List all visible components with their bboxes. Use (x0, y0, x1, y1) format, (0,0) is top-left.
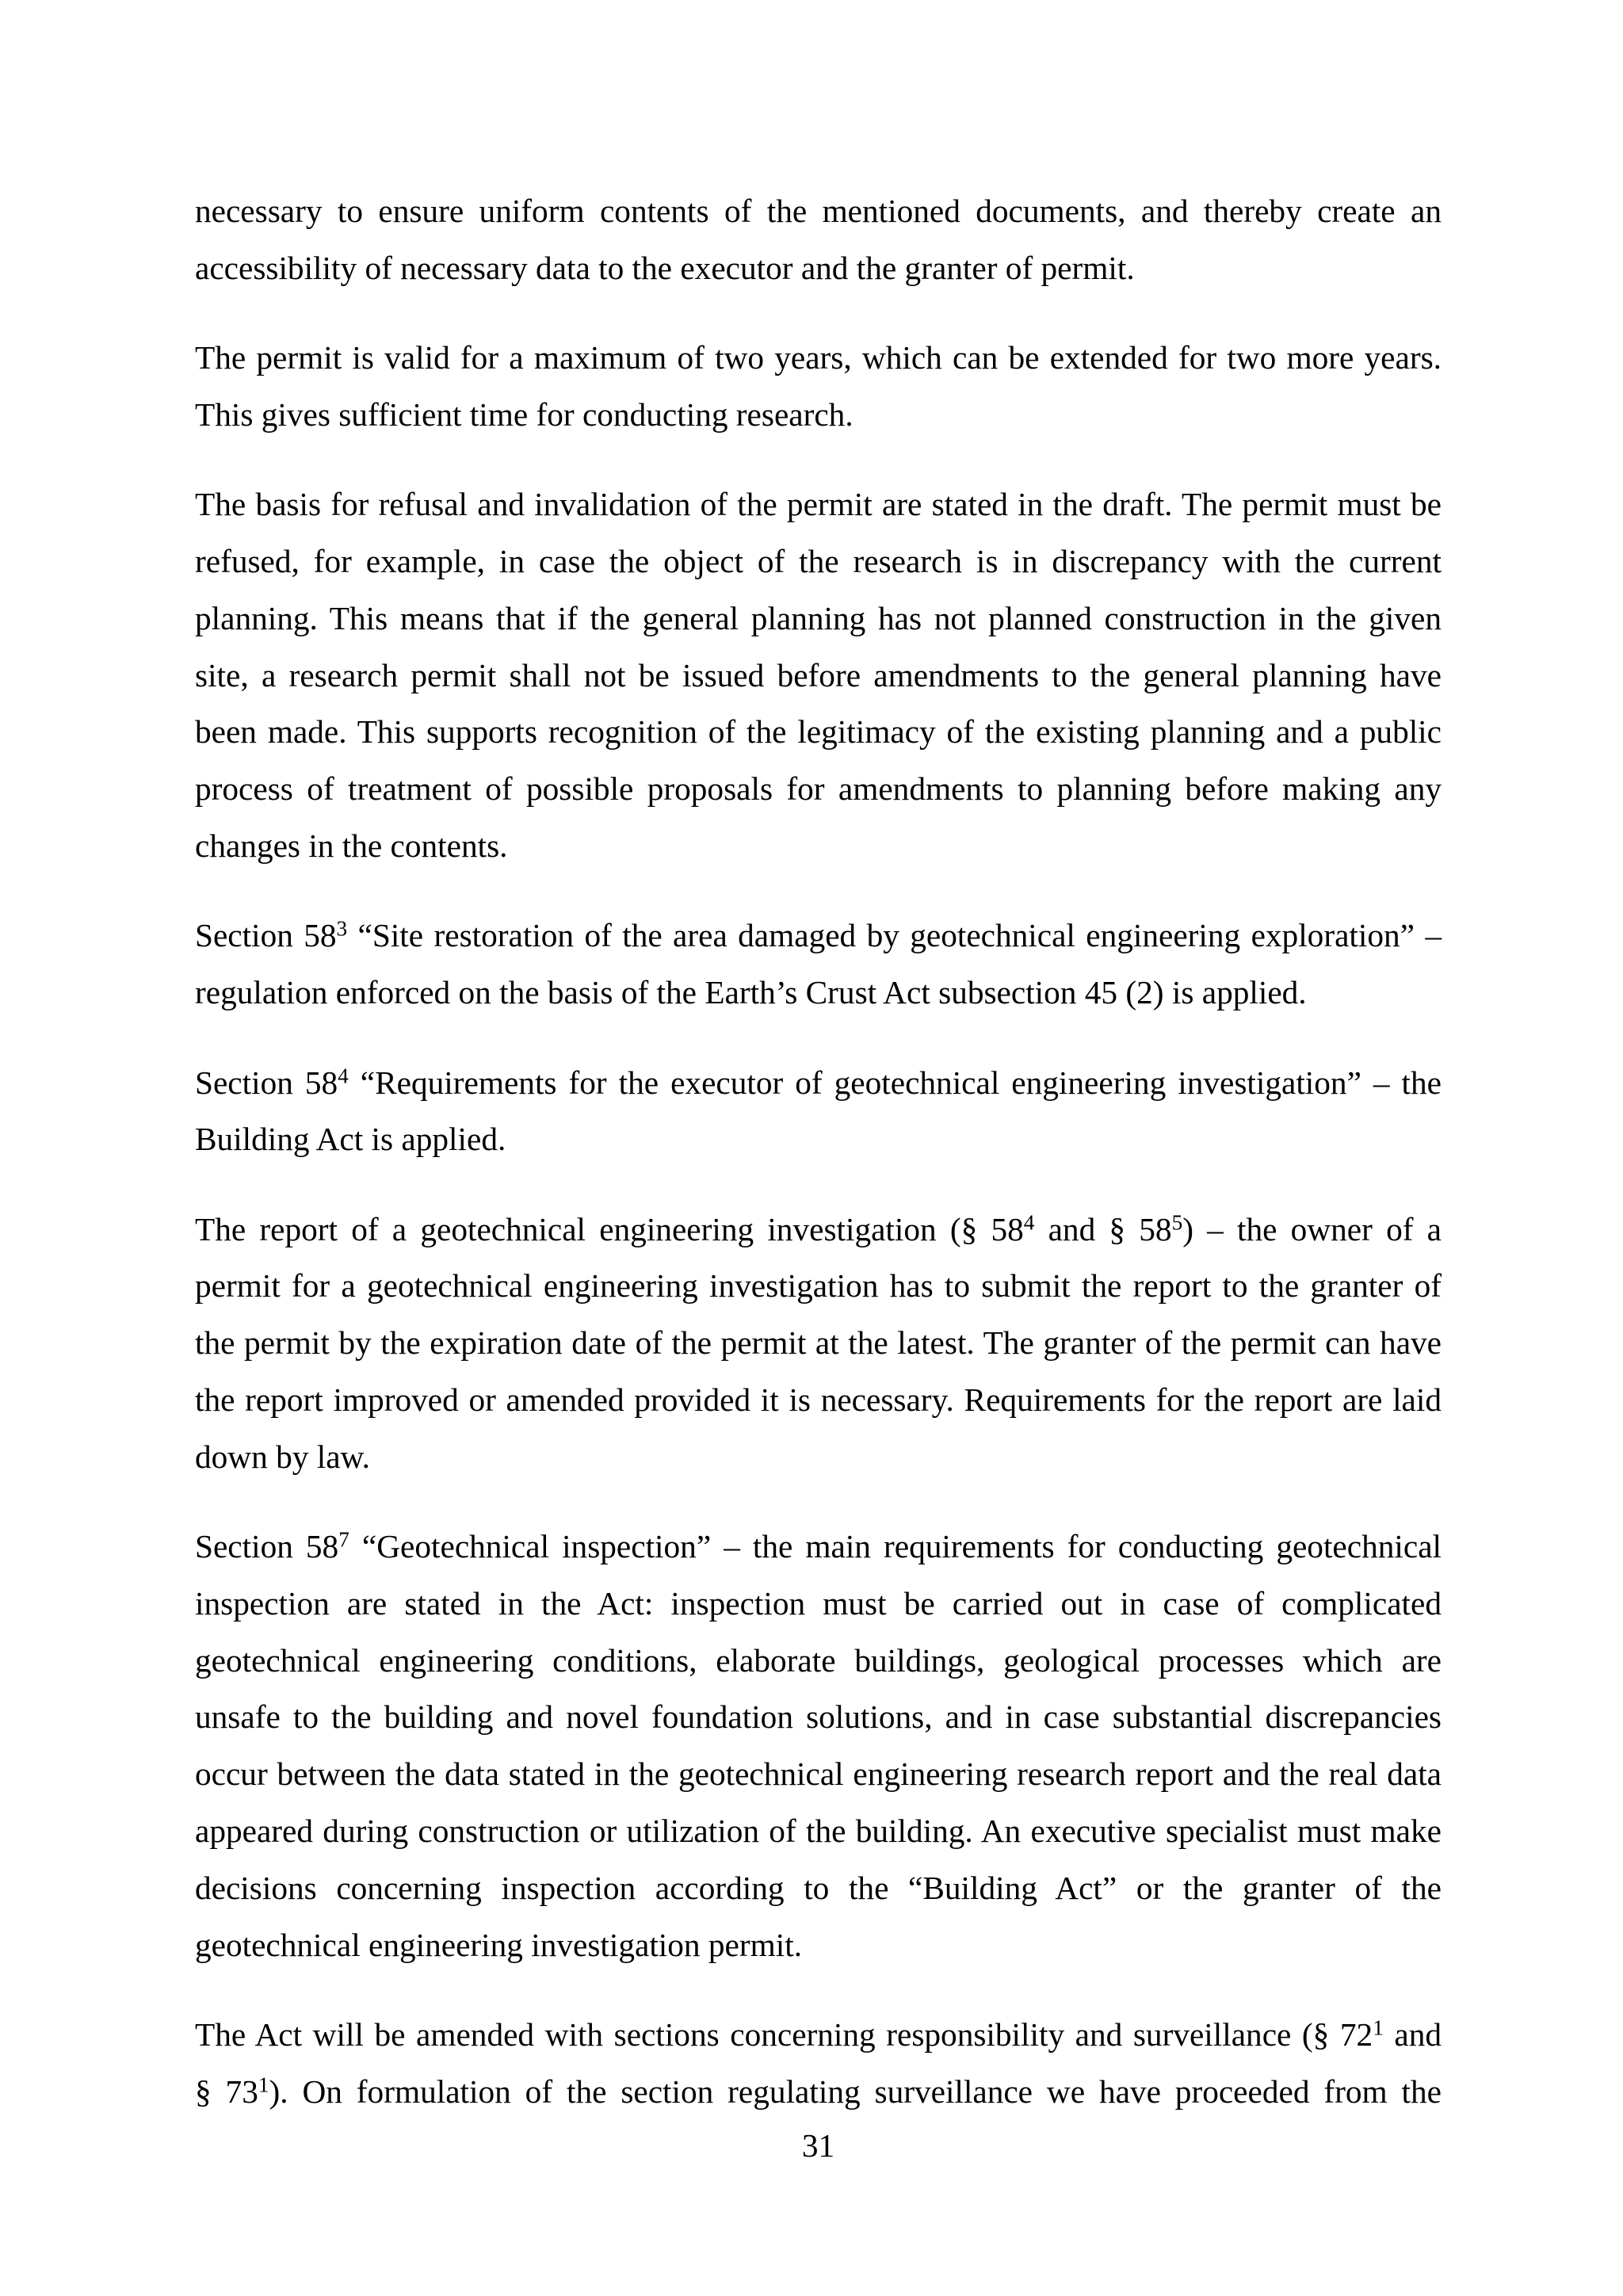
text-segment: “Requirements for the executor of geotechnical engineering investigation” – the (348, 1064, 1442, 1101)
text-line: planning. This means that if the general planning has not planned construction in the given (195, 599, 1442, 636)
paragraph (195, 183, 1442, 297)
text-line (195, 1201, 1442, 1259)
text-line: site, a research permit shall not be issued before amendments to the general planning have (195, 656, 1442, 693)
text-line: permit for a geotechnical engineering investigation has to submit the report to the granter of (195, 1267, 1442, 1305)
text-line: decisions concerning inspection according to the “Building Act” or the granter of the (195, 1869, 1442, 1906)
text-line: occur between the data stated in the geotechnical engineering research report and the real data (195, 1755, 1442, 1793)
paragraph (195, 476, 1442, 874)
text-line (195, 907, 1442, 965)
text-segment: The Act will be amended with sections concerning responsibility and surveillance (§ 72 (195, 2015, 1373, 2053)
section-superscript: 5 (1171, 1210, 1183, 1235)
text-segment: and (1383, 2015, 1442, 2053)
text-segment: Section 58 (195, 1064, 338, 1101)
text-line: regulation enforced on the basis of the Earth’s Crust Act subsection 45 (2) is applied. (195, 974, 1307, 1011)
text-line: Building Act is applied. (195, 1121, 506, 1158)
section-superscript: 1 (258, 2073, 269, 2097)
text-segment: Section 58 (195, 1528, 339, 1565)
text-line: changes in the contents. (195, 827, 508, 864)
text-line: unsafe to the building and novel foundation solutions, and in case substantial discrepancies (195, 1698, 1442, 1736)
body-text (195, 183, 1442, 2153)
text-line (195, 1055, 1442, 1112)
text-line: process of treatment of possible proposals for amendments to planning before making any (195, 770, 1442, 808)
section-superscript: 3 (336, 916, 348, 941)
paragraph (195, 907, 1442, 1022)
paragraph (195, 2007, 1442, 2121)
text-segment: The report of a geotechnical engineering investigation (§ 58 (195, 1210, 1024, 1247)
paragraph (195, 330, 1442, 444)
text-line: The permit is valid for a maximum of two years, which can be extended for two more years. (195, 339, 1442, 376)
text-segment: ) – the owner of a (1182, 1210, 1442, 1247)
section-superscript: 7 (338, 1527, 349, 1552)
section-superscript: 4 (1023, 1210, 1035, 1235)
text-segment: and § 58 (1034, 1210, 1172, 1247)
text-segment: ). On formulation of the section regulating surveillance we have proceeded from the (269, 2073, 1442, 2110)
text-line: been made. This supports recognition of the legitimacy of the existing planning and a public (195, 713, 1442, 751)
text-segment: “Site restoration of the area damaged by geotechnical engineering exploration” – (347, 917, 1442, 954)
paragraph (195, 1201, 1442, 1486)
section-superscript: 1 (1373, 2015, 1384, 2040)
text-line (195, 2064, 1442, 2121)
paragraph (195, 1519, 1442, 1973)
text-line: the report improved or amended provided it is necessary. Requirements for the report are laid (195, 1381, 1442, 1418)
page-number: 31 (801, 2127, 835, 2164)
text-line: geotechnical engineering investigation permit. (195, 1926, 803, 1963)
section-superscript: 4 (338, 1063, 349, 1087)
text-line: This gives sufficient time for conducting research. (195, 395, 854, 433)
text-line: necessary to ensure uniform contents of the mentioned documents, and thereby create an (195, 193, 1442, 229)
text-line: geotechnical engineering conditions, elaborate buildings, geological processes which are (195, 1641, 1442, 1679)
paragraph (195, 1055, 1442, 1169)
text-line (195, 2007, 1442, 2064)
text-segment: § 73 (195, 2073, 258, 2110)
text-line: The basis for refusal and invalidation of the permit are stated in the draft. The permit must be (195, 486, 1442, 523)
text-segment: “Geotechnical inspection” – the main requirements for conducting geotechnical (349, 1528, 1442, 1565)
text-line: appeared during construction or utilization of the building. An executive specialist must make (195, 1812, 1442, 1849)
text-line: inspection are stated in the Act: inspection must be carried out in case of complicated (195, 1584, 1442, 1622)
text-line: refused, for example, in case the object of the research is in discrepancy with the current (195, 543, 1442, 580)
text-line: down by law. (195, 1438, 370, 1475)
text-line (195, 1519, 1442, 1576)
text-segment: Section 58 (195, 917, 337, 954)
text-line: the permit by the expiration date of the permit at the latest. The granter of the permit can have (195, 1324, 1442, 1362)
text-line: accessibility of necessary data to the executor and the granter of permit. (195, 249, 1135, 286)
